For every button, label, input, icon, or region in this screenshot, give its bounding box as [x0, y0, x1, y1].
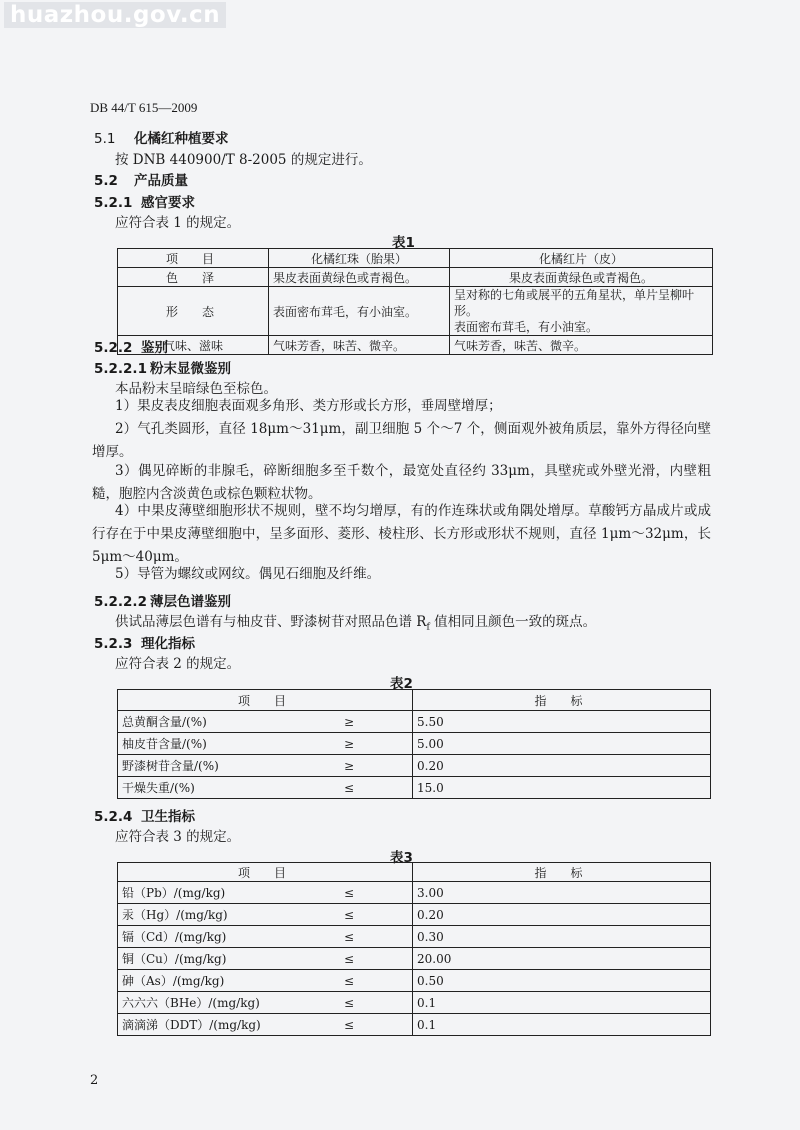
- table-cell: ≤: [286, 904, 413, 926]
- list-item: 3）偶见碎断的非腺毛，碎断细胞多至千数个，最宽处直径约 33μm，具壁疣或外壁光滑，内壁粗糙，胞腔内含淡黄色或棕色颗粒状物。: [92, 463, 711, 502]
- column-header: 项 目: [118, 863, 413, 882]
- page-number: 2: [90, 1073, 99, 1088]
- table-cell: 0.1: [413, 1014, 711, 1036]
- table-cell: 野漆树苷含量/(%): [118, 755, 287, 777]
- document-header: DB 44/T 615—2009: [90, 100, 198, 115]
- section-5-2-2-heading: [94, 336, 168, 356]
- watermark: huazhou.gov.cn: [4, 2, 226, 28]
- body-text: 值相同且颜色一致的斑点。: [429, 614, 597, 630]
- table-cell: 滴滴涕（DDT）/(mg/kg): [118, 1014, 287, 1036]
- table-cell: 0.50: [413, 970, 711, 992]
- table-cell: 15.0: [413, 777, 711, 799]
- section-number: 5.2: [94, 173, 118, 189]
- table-cell: 表面密布茸毛，有小油室。: [269, 287, 450, 336]
- table-cell: 呈对称的七角或展平的五角星状，单片呈柳叶形。 表面密布茸毛，有小油室。: [450, 287, 713, 336]
- table-3: [117, 862, 711, 1036]
- table-row: [118, 336, 713, 355]
- list-item: 2）气孔类圆形，直径 18μm～31μm，副卫细胞 5 个～7 个，侧面观外被角质层，靠外方得径向壁增厚。: [92, 421, 711, 460]
- section-5-2-4-body: 应符合表 3 的规定。: [115, 829, 241, 845]
- table-cell: 气味、滋味: [118, 336, 269, 355]
- table-row: [118, 268, 713, 287]
- section-5-2-4-heading: [94, 805, 195, 825]
- section-5-2-1-body: 应符合表 1 的规定。: [115, 215, 241, 231]
- table-1-caption: 表1: [392, 235, 415, 251]
- table-cell: 干燥失重/(%): [118, 777, 287, 799]
- table-cell: ≥: [286, 711, 413, 733]
- table-cell: ≤: [286, 926, 413, 948]
- list-item: 1）果皮表皮细胞表面观多角形、类方形或长方形，垂周壁增厚；: [115, 398, 502, 414]
- section-5-2-3-heading: [94, 632, 195, 652]
- section-5-2-2-2-heading: [94, 590, 231, 610]
- section-5-2-2-2-body: [115, 610, 596, 633]
- table-2: [117, 689, 711, 799]
- table-cell: ≥: [286, 733, 413, 755]
- section-number: 5.2.1: [94, 195, 133, 211]
- table-cell: ≤: [286, 1014, 413, 1036]
- table-cell: 0.20: [413, 904, 711, 926]
- section-title: 产品质量: [134, 173, 188, 189]
- column-header: 化橘红片（皮）: [450, 249, 713, 268]
- table-cell: 3.00: [413, 882, 711, 904]
- table-cell: 5.00: [413, 733, 711, 755]
- section-number: 5.2.2: [94, 340, 133, 356]
- section-5-1-heading: [94, 127, 229, 147]
- section-title: 粉末显微鉴别: [150, 361, 231, 377]
- column-header: 指 标: [413, 863, 711, 882]
- table-1: [117, 248, 713, 355]
- table-cell: 果皮表面黄绿色或青褐色。: [269, 268, 450, 287]
- table-cell: 5.50: [413, 711, 711, 733]
- column-header: 化橘红珠（胎果）: [269, 249, 450, 268]
- paragraph-intro: 本品粉末呈暗绿色至棕色。: [115, 381, 277, 397]
- table-row: [118, 733, 711, 755]
- table-cell: 砷（As）/(mg/kg): [118, 970, 287, 992]
- table-cell: ≤: [286, 882, 413, 904]
- section-5-2-heading: [94, 169, 188, 189]
- table-header-row: [118, 863, 711, 882]
- section-number: 5.2.2.2: [94, 594, 147, 610]
- section-number: 5.1: [94, 131, 116, 147]
- table-cell: 汞（Hg）/(mg/kg): [118, 904, 287, 926]
- table-cell: 0.30: [413, 926, 711, 948]
- section-5-1-body: 按 DNB 440900/T 8-2005 的规定进行。: [115, 152, 372, 168]
- table-cell: 铅（Pb）/(mg/kg): [118, 882, 287, 904]
- section-title: 卫生指标: [141, 809, 195, 825]
- section-title: 化橘红种植要求: [134, 131, 229, 147]
- table-cell: 果皮表面黄绿色或青褐色。: [450, 268, 713, 287]
- table-row: [118, 777, 711, 799]
- table-cell: 气味芳香，味苦、微辛。: [269, 336, 450, 355]
- table-cell: 六六六（BHe）/(mg/kg): [118, 992, 287, 1014]
- section-5-2-3-body: 应符合表 2 的规定。: [115, 656, 241, 672]
- section-number: 5.2.2.1: [94, 361, 147, 377]
- table-cell: ≤: [286, 948, 413, 970]
- section-title: 感官要求: [141, 195, 195, 211]
- section-number: 5.2.3: [94, 636, 133, 652]
- table-cell: 色 泽: [118, 268, 269, 287]
- table-cell: ≤: [286, 970, 413, 992]
- table-cell: 20.00: [413, 948, 711, 970]
- section-5-2-1-heading: [94, 191, 195, 211]
- table-cell: ≤: [286, 777, 413, 799]
- table-cell: 0.1: [413, 992, 711, 1014]
- table-row: [118, 970, 711, 992]
- body-text: 供试品薄层色谱有与柚皮苷、野漆树苷对照品色谱 R: [115, 614, 427, 630]
- section-title: 薄层色谱鉴别: [150, 594, 231, 610]
- table-row: [118, 287, 713, 336]
- table-row: [118, 904, 711, 926]
- column-header: 项 目: [118, 249, 269, 268]
- section-title: 理化指标: [141, 636, 195, 652]
- table-row: [118, 711, 711, 733]
- table-cell: 0.20: [413, 755, 711, 777]
- table-row: [118, 1014, 711, 1036]
- table-cell: ≤: [286, 992, 413, 1014]
- subscript: f: [426, 622, 430, 633]
- list-item: 4）中果皮薄壁细胞形状不规则，壁不均匀增厚，有的作连珠状或角隅处增厚。草酸钙方晶成片或成行存在于中果皮薄壁细胞中，呈多面形、菱形、棱柱形、长方形或形状不规则，直径 1μm～32μm，长 5μm～40μm。: [92, 503, 711, 565]
- table-row: [118, 926, 711, 948]
- table-cell: 柚皮苷含量/(%): [118, 733, 287, 755]
- table-row: [118, 755, 711, 777]
- table-cell: 总黄酮含量/(%): [118, 711, 287, 733]
- column-header: 指 标: [413, 690, 711, 711]
- table-cell: ≥: [286, 755, 413, 777]
- column-header: 项 目: [118, 690, 413, 711]
- table-cell: 形 态: [118, 287, 269, 336]
- table-3-caption: 表3: [390, 850, 413, 866]
- table-row: [118, 948, 711, 970]
- section-number: 5.2.4: [94, 809, 133, 825]
- table-2-caption: 表2: [390, 676, 413, 692]
- table-cell: 镉（Cd）/(mg/kg): [118, 926, 287, 948]
- section-5-2-2-1-heading: [94, 357, 231, 377]
- list-item: 5）导管为螺纹或网纹。偶见石细胞及纤维。: [115, 566, 381, 582]
- table-header-row: [118, 690, 711, 711]
- table-header-row: [118, 249, 713, 268]
- table-row: [118, 992, 711, 1014]
- table-cell: 铜（Cu）/(mg/kg): [118, 948, 287, 970]
- table-row: [118, 882, 711, 904]
- table-cell: 气味芳香，味苦、微辛。: [450, 336, 713, 355]
- section-title: 鉴别: [141, 340, 168, 356]
